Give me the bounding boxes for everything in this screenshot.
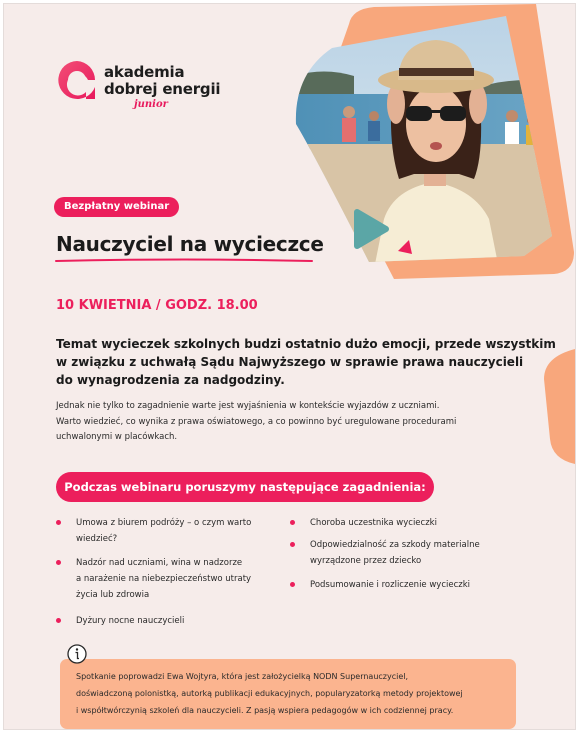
body-line: Jednak nie tylko to zagadnienie warte jest wyjaśnienia w kontekście wyjazdów z uczniami.	[56, 401, 440, 411]
list-item	[56, 515, 281, 555]
list-item	[290, 515, 510, 537]
logo-text-line1: akademia	[104, 63, 185, 81]
bullet-icon	[290, 542, 295, 547]
footer-line: i współtwórczynią szkoleń dla nauczycieli. Z pasją wspiera pedagogów w ich codziennej pracy.	[76, 706, 454, 715]
info-icon	[67, 644, 87, 664]
logo-text-line2: dobrej energii	[104, 80, 221, 98]
list-item-text: wyrządzone przez dziecko	[310, 556, 422, 566]
list-item-text: Umowa z biurem podróży – o czym warto	[76, 518, 252, 528]
akademia-logo-icon	[56, 59, 98, 101]
footer-line: Spotkanie poprowadzi Ewa Wojtyra, która jest założycielką NODN Supernauczyciel,	[76, 672, 409, 681]
title-underline	[54, 257, 314, 265]
body-line: Warto wiedzieć, co wynika z prawa oświatowego, a co powinno być uregulowane procedurami	[56, 416, 457, 427]
body-paragraph	[56, 399, 456, 446]
list-item-text: Nadzór nad uczniami, wina w nadzorze	[76, 558, 243, 568]
page-title: Nauczyciel na wycieczce	[56, 232, 324, 256]
list-item	[290, 577, 510, 593]
bullet-icon	[290, 520, 295, 525]
list-item-text: Choroba uczestnika wycieczki	[310, 518, 437, 528]
lead-paragraph	[56, 335, 556, 389]
topics-heading: Podczas webinaru poruszymy następujące zagadnienia:	[56, 472, 434, 502]
lead-line: do wynagrodzenia za nadgodziny.	[56, 373, 285, 387]
footer-line: doświadczoną polonistką, autorką publikacji edukacyjnych, popularyzatorką metody projektowej	[76, 689, 463, 698]
presenter-info-box	[60, 659, 516, 729]
list-item	[56, 613, 281, 629]
lead-line: Temat wycieczek szkolnych budzi ostatnio dużo emocji, przede wszystkim	[56, 337, 556, 351]
bullet-icon	[56, 618, 61, 623]
body-line: uchwalonymi w placówkach.	[56, 432, 178, 442]
presenter-info-text	[76, 668, 463, 719]
list-item-text: Dyżury nocne nauczycieli	[76, 616, 185, 626]
topics-list-right	[290, 515, 510, 593]
webinar-badge: Bezpłatny webinar	[54, 197, 179, 217]
lead-line: w związku z uchwałą Sądu Najwyższego w sprawie prawa nauczycieli	[56, 355, 524, 369]
side-deco-shape	[542, 349, 575, 464]
flyer-page	[3, 3, 576, 730]
list-item-text: Odpowiedzialność za szkody materialne	[310, 540, 480, 550]
list-item-text: Podsumowanie i rozliczenie wycieczki	[310, 580, 471, 590]
list-item-text: wiedzieć?	[76, 534, 118, 544]
logo-junior: junior	[134, 99, 168, 110]
list-item-text: a narażenie na niebezpieczeństwo utraty	[76, 574, 252, 584]
bullet-icon	[56, 560, 61, 565]
bullet-icon	[56, 520, 61, 525]
list-item	[56, 555, 281, 613]
event-date: 10 KWIETNIA / GODZ. 18.00	[56, 298, 258, 313]
topics-list-left	[56, 515, 281, 629]
bullet-icon	[290, 582, 295, 587]
list-item-text: życia lub zdrowia	[76, 590, 150, 600]
list-item	[290, 537, 510, 577]
